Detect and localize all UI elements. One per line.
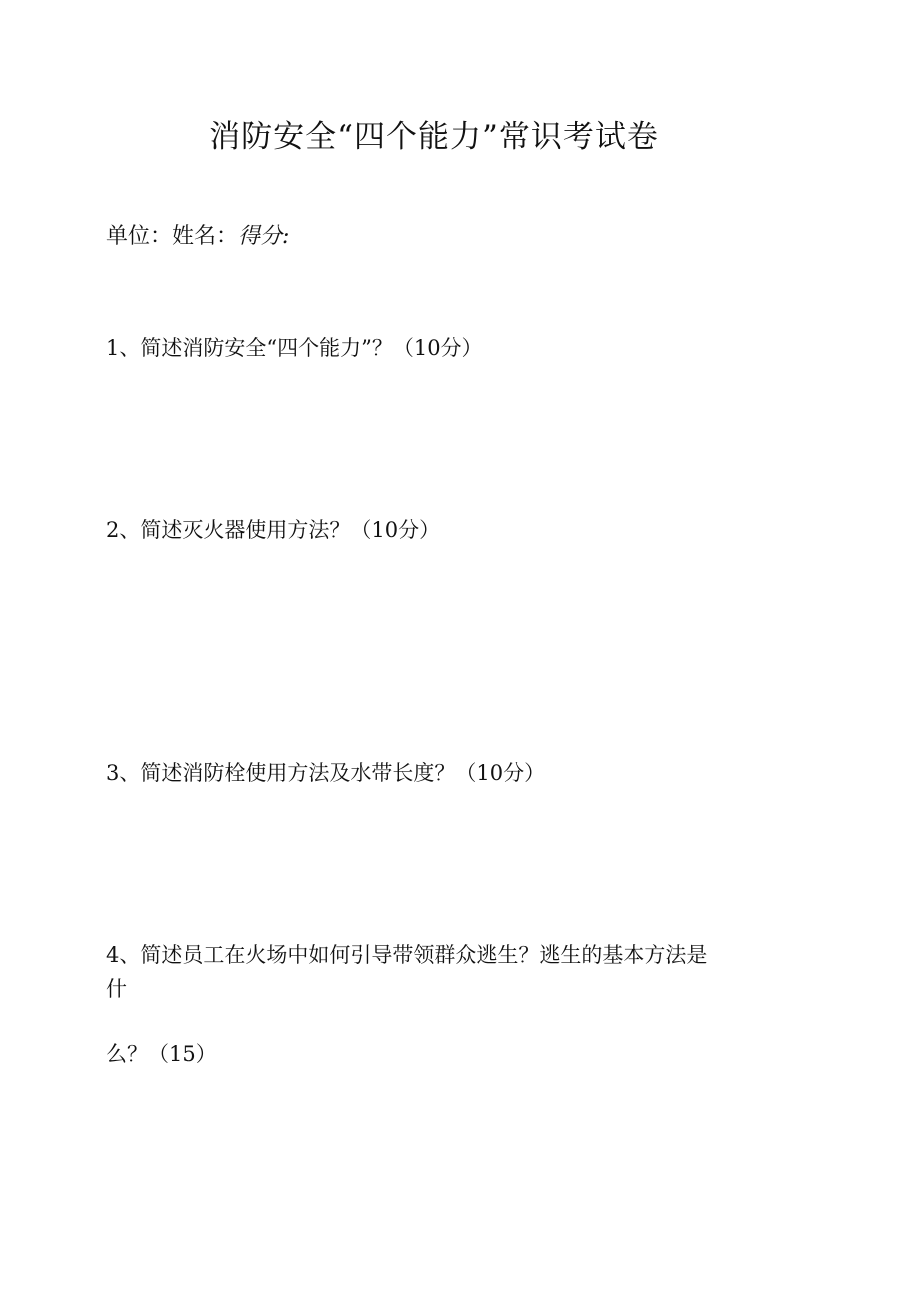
info-line (106, 222, 289, 252)
question-4-line-3: 么？（15） (106, 1042, 217, 1066)
name-label: 姓名： (172, 224, 239, 249)
question-1: 1、简述消防安全“四个能力”？（10分） (106, 336, 483, 360)
question-2: 2、简述灭火器使用方法？（10分） (106, 518, 441, 542)
unit-label: 单位： (106, 224, 173, 249)
question-4-line-1: 4、简述员工在火场中如何引导带领群众逃生？逃生的基本方法是 (106, 943, 708, 967)
question-3: 3、简述消防栓使用方法及水带长度？（10分） (106, 761, 546, 785)
question-4-line-2: 什 (106, 977, 127, 1001)
exam-title: 消防安全“四个能力”常识考试卷 (209, 119, 659, 155)
score-label: 得分: (238, 224, 290, 249)
